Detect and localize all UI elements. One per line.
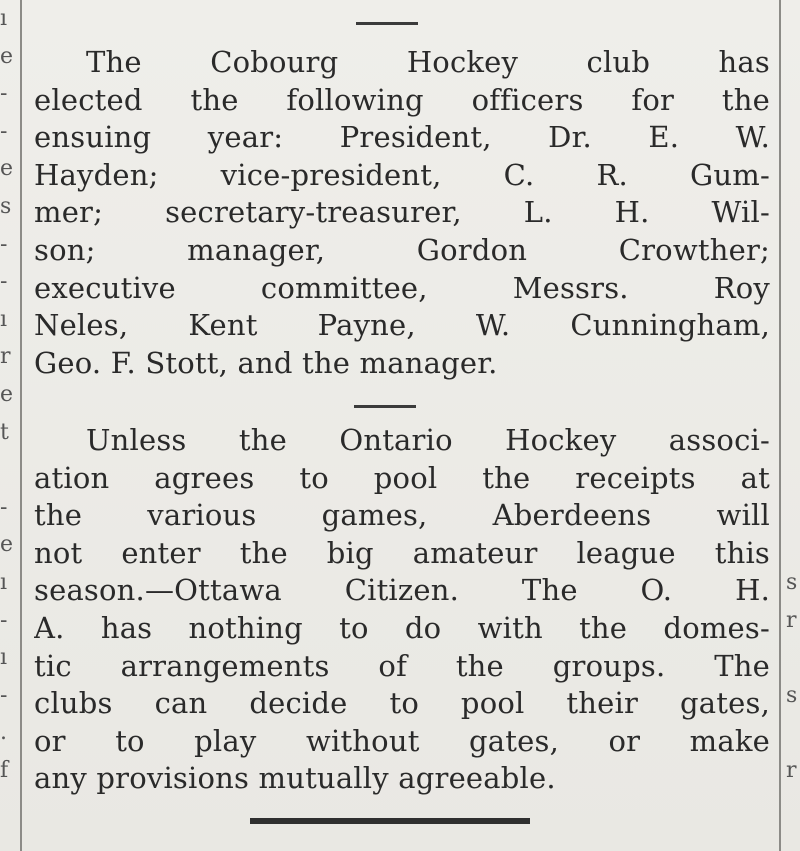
column-fragment	[786, 489, 800, 527]
article-line: ation agrees to pool the receipts at	[34, 460, 770, 495]
article-line: ensuing year: President, Dr. E. W.	[34, 120, 770, 155]
article-line: clubs can decide to pool their gates,	[34, 686, 770, 721]
column-fragment: ı	[0, 645, 8, 671]
article-line: executive committee, Messrs. Roy	[34, 270, 770, 305]
article-line: Unless the Ontario Hockey associ-	[86, 423, 770, 457]
column-fragment	[786, 714, 800, 752]
article-line: elected the following officers for the	[34, 82, 770, 117]
article-ontario-hockey	[34, 422, 770, 798]
article-line: tic arrangements of the groups. The	[34, 648, 770, 683]
article-line: season.—Ottawa Citizen. The O. H.	[34, 573, 770, 608]
column-fragment	[786, 526, 800, 564]
column-fragment: -	[0, 494, 8, 520]
article-line: A. has nothing to do with the domes-	[34, 610, 770, 645]
column-fragment	[786, 150, 800, 188]
column-fragment	[786, 188, 800, 226]
column-fragment	[786, 38, 800, 76]
article-line: not enter the big amateur league this	[34, 535, 770, 570]
article-line: or to play without gates, or make	[34, 723, 770, 758]
column-fragment	[786, 376, 800, 414]
article-line: Hayden; vice-president, C. R. Gum-	[34, 157, 770, 192]
column-fragment	[786, 75, 800, 113]
column-fragment	[786, 639, 800, 677]
bottom-separator-rule	[250, 818, 530, 824]
column-fragment	[786, 451, 800, 489]
article-line: the various games, Aberdeens will	[34, 498, 770, 533]
left-column-fragments	[0, 0, 18, 851]
column-fragment: -	[0, 607, 8, 633]
right-column-fragments	[786, 0, 800, 851]
left-column-rule	[20, 0, 22, 851]
column-fragment: r	[786, 607, 797, 633]
column-fragment: e	[0, 532, 14, 558]
article-line: mer; secretary-treasurer, L. H. Wil-	[34, 195, 770, 230]
column-fragment	[786, 414, 800, 452]
article-line: Geo. F. Stott, and the manager.	[34, 345, 498, 380]
column-fragment: ı	[0, 306, 8, 332]
column-fragment: ı	[0, 6, 8, 31]
column-fragment: .	[0, 720, 7, 746]
column-fragment	[786, 301, 800, 339]
middle-separator-rule	[354, 405, 416, 408]
column-fragment	[786, 0, 800, 38]
column-fragment: t	[0, 419, 9, 445]
column-fragment	[786, 338, 800, 376]
column-fragment	[0, 451, 18, 489]
column-fragment: -	[0, 682, 8, 708]
article-line: Neles, Kent Payne, W. Cunningham,	[34, 308, 770, 343]
right-column-rule	[779, 0, 781, 851]
column-fragment: -	[0, 118, 8, 144]
column-fragment: f	[0, 757, 9, 783]
column-fragment	[786, 226, 800, 264]
column-fragment: e	[0, 156, 14, 182]
column-fragment: ı	[0, 569, 8, 595]
column-fragment: r	[0, 344, 11, 370]
column-fragment: -	[0, 81, 8, 107]
column-fragment	[786, 113, 800, 151]
column-fragment: s	[786, 682, 798, 708]
column-fragment: s	[0, 193, 12, 219]
column-fragment: r	[786, 757, 797, 783]
column-fragment: -	[0, 231, 8, 257]
top-separator-rule	[356, 22, 418, 25]
article-cobourg-hockey	[34, 44, 770, 382]
article-line: any provisions mutually agreeable.	[34, 761, 556, 796]
column-fragment: e	[0, 43, 14, 69]
column-fragment: e	[0, 381, 14, 407]
column-fragment: -	[0, 269, 8, 295]
article-line: The Cobourg Hockey club has	[86, 45, 770, 79]
column-fragment	[786, 263, 800, 301]
column-fragment: s	[786, 569, 798, 595]
article-line: son; manager, Gordon Crowther;	[34, 232, 770, 267]
